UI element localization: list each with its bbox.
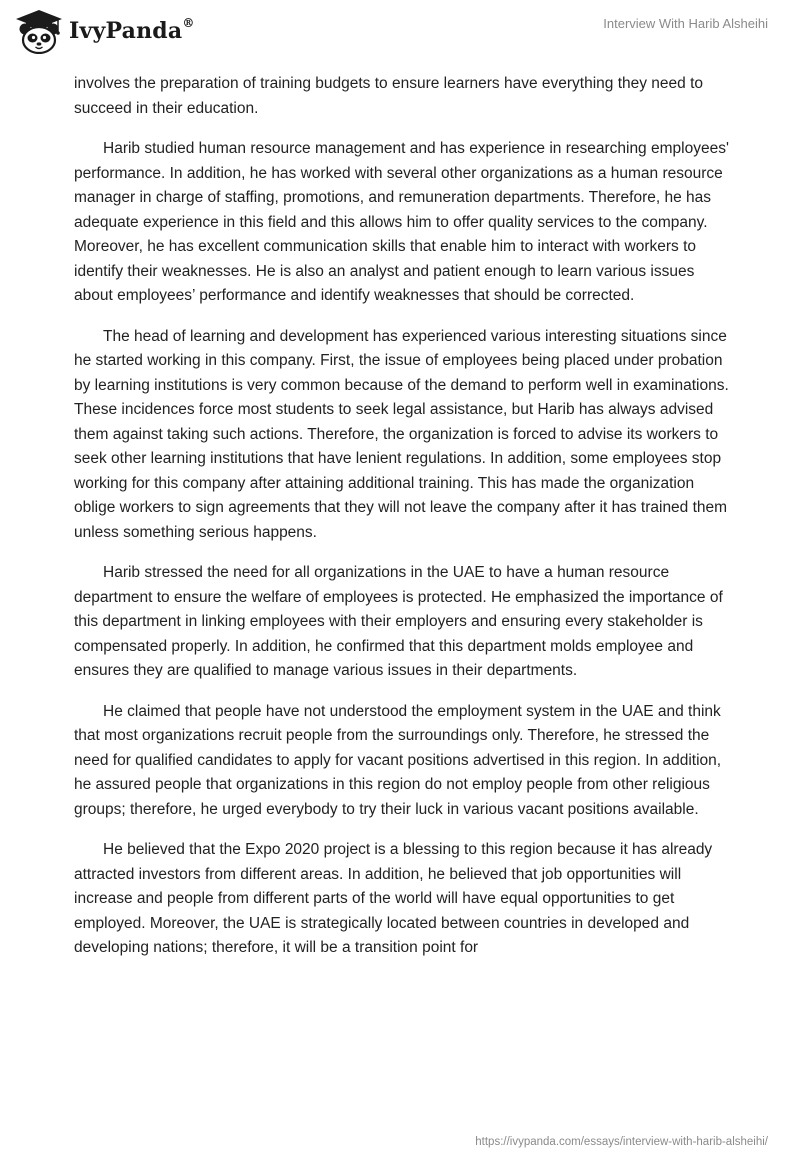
essay-body xyxy=(74,72,734,977)
paragraph: The head of learning and development has experienced various interesting situations since he started working in this company. First, the issue of employees being placed under probation by learning institutions is very common because of the demand to perform well in examinations. These incidences force most students to seek legal assistance, but Harib has always advised them against taking such actions. Therefore, the organization is forced to advise its workers to seek other learning institutions that have lenient regulations. In addition, some employees stop working for this company after attaining additional training. This has made the organization oblige workers to sign agreements that they will not leave the company after it has trained them unless something serious happens. xyxy=(74,327,729,541)
brand-logo[interactable] xyxy=(14,8,195,54)
page-header xyxy=(0,0,800,66)
paragraph: He claimed that people have not understood the employment system in the UAE and think that most organizations recruit people from the surroundings only. Therefore, he stressed the need for qualified candidates to apply for vacant positions advertised in this region. In addition, he assured people that organizations in this region do not employ people from other religious groups; therefore, he urged everybody to try their luck in various vacant positions available. xyxy=(74,702,722,818)
document-title: Interview With Harib Alsheihi xyxy=(603,16,768,31)
paragraph: Harib studied human resource management and has experience in researching employees' performance. In addition, he has worked with several other organizations as a human resource manager in charge of staffing, promotions, and remuneration departments. Therefore, he has adequate experience in this field and this allows him to offer quality services to the company. Moreover, he has excellent communication skills that enable him to interact with workers to identify their weaknesses. He is also an analyst and patient enough to learn various issues about employees’ performance and identify weaknesses that should be corrected. xyxy=(74,140,729,304)
source-url[interactable]: https://ivypanda.com/essays/interview-with-harib-alsheihi/ xyxy=(475,1136,768,1148)
paragraph: He believed that the Expo 2020 project is a blessing to this region because it has already attracted investors from different areas. In addition, he believed that job opportunities will increase and people from different parts of the world will have equal opportunities to get employed. Moreover, the UAE is strategically located between countries in developed and developing nations; therefore, it will be a transition point for xyxy=(74,841,713,956)
paragraph-continuation: involves the preparation of training budgets to ensure learners have everything they need to succeed in their education. xyxy=(74,75,704,117)
brand-name: IvyPanda® xyxy=(69,16,195,44)
paragraph: Harib stressed the need for all organizations in the UAE to have a human resource department to ensure the welfare of employees is protected. He emphasized the importance of this department in linking employees with their employers and ensuring every stakeholder is compensated properly. In addition, he confirmed that this department molds employee and ensures they are qualified to manage various issues in their departments. xyxy=(74,564,723,679)
panda-graduate-icon xyxy=(14,8,64,54)
